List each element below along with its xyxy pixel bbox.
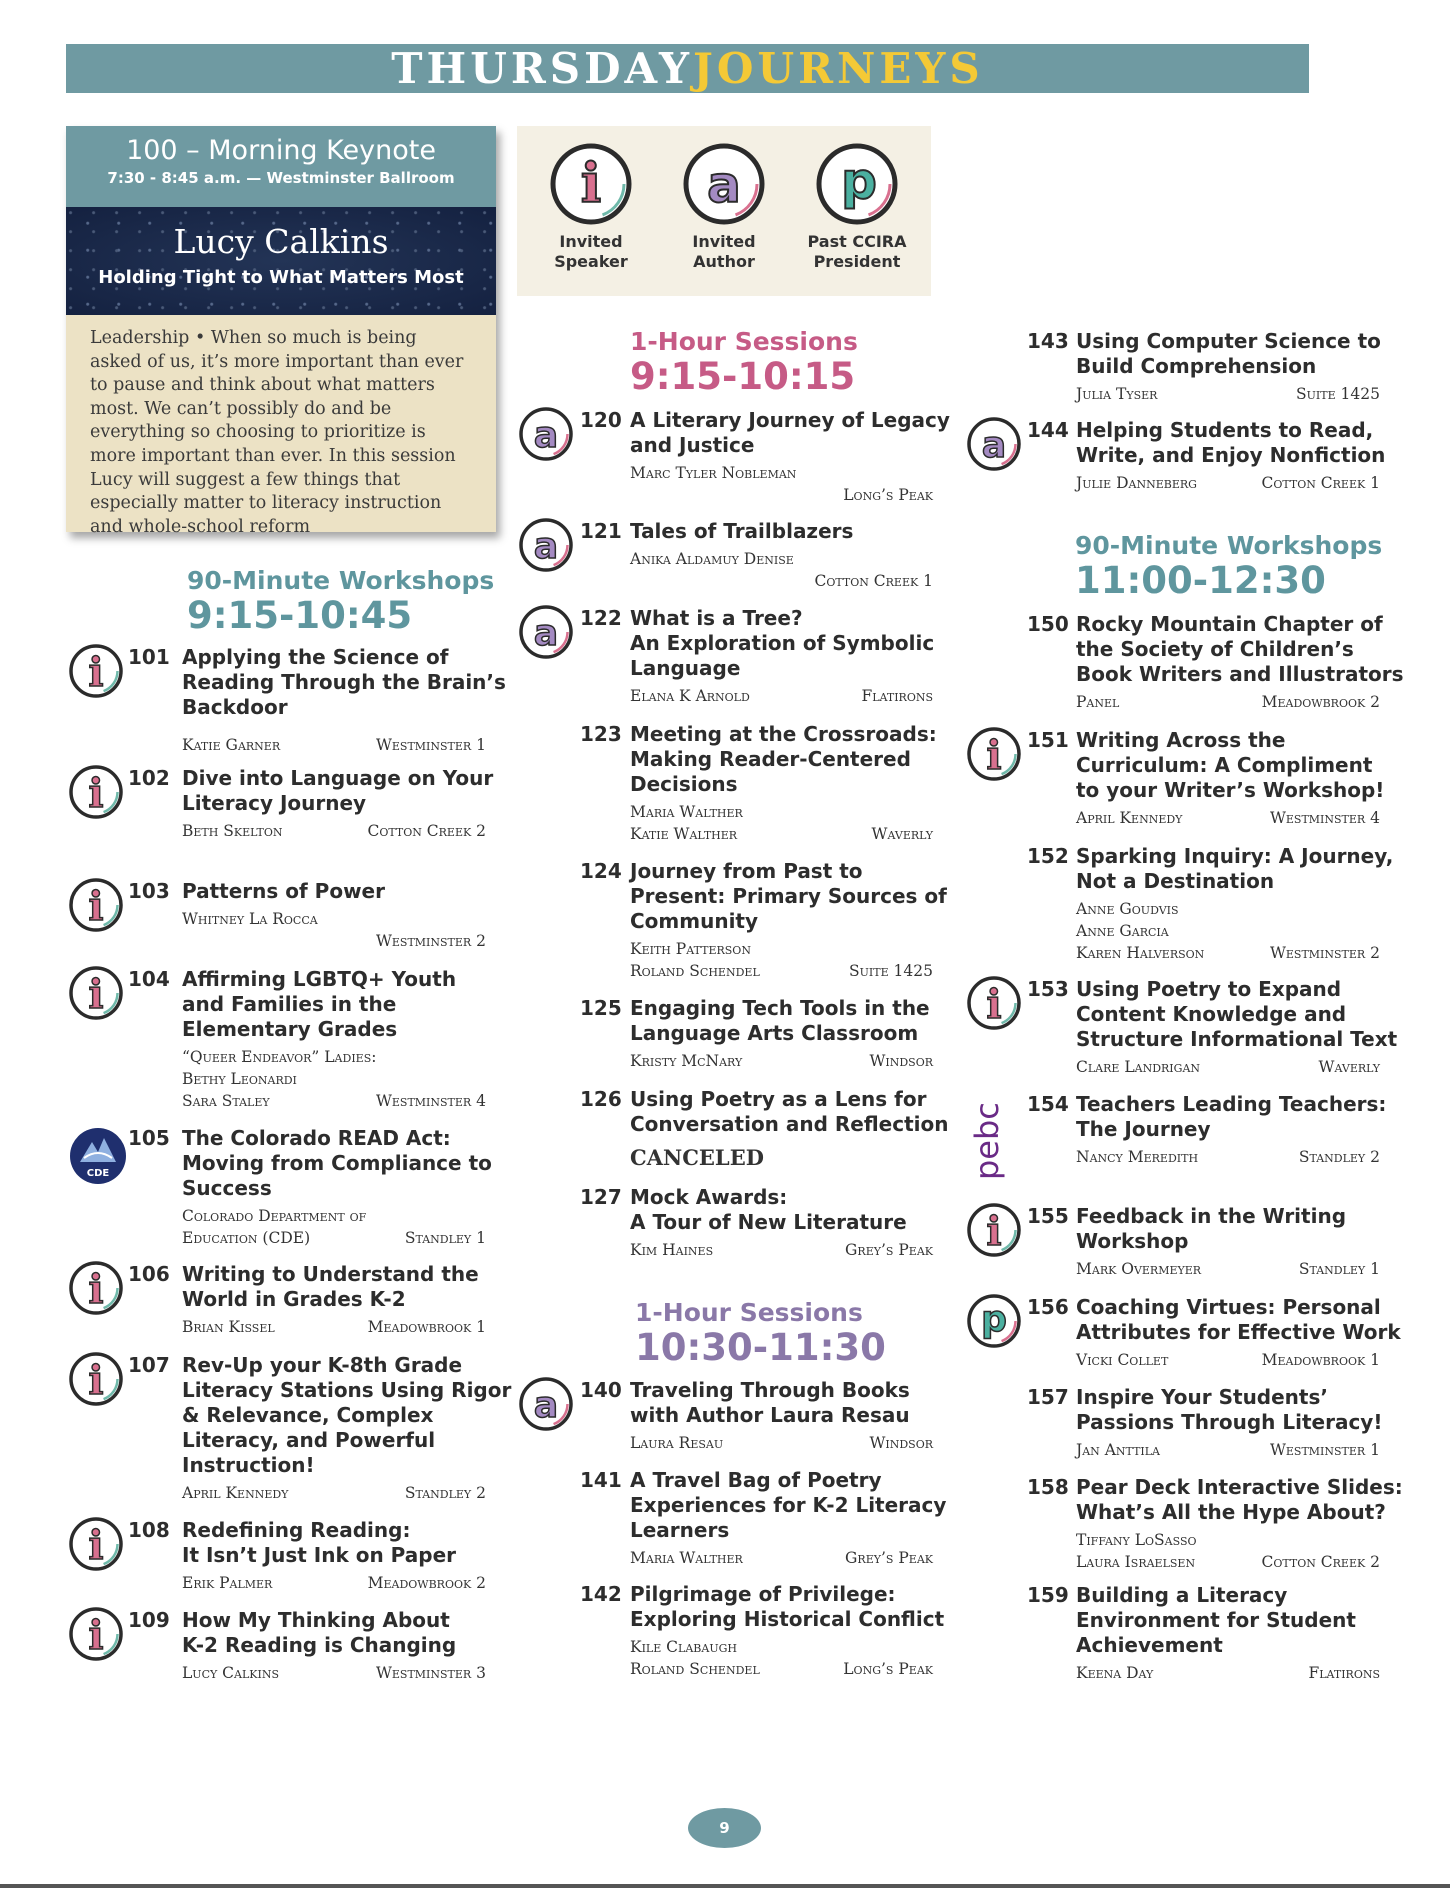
session-badge bbox=[68, 965, 124, 1021]
session-number: 143 bbox=[1027, 329, 1069, 353]
invited-speaker-icon bbox=[68, 1516, 124, 1572]
presenter-name: Roland Schendel bbox=[630, 1660, 760, 1678]
keynote-description: Leadership • When so much is being asked of us, it’s more important than ever to pause and think about what matters most. We can’t possibly do and be everything so choosing to prioritize is more important than ever. In this session Lucy will suggest a few things that especially matter to literacy instruction and whole-school reform bbox=[90, 328, 464, 537]
session-number: 108 bbox=[128, 1518, 170, 1542]
session-number: 106 bbox=[128, 1262, 170, 1286]
presenter-name: April Kennedy bbox=[182, 1484, 289, 1502]
room-name: Standley 1 bbox=[404, 1229, 486, 1247]
session-number: 158 bbox=[1027, 1475, 1069, 1499]
room-name: Suite 1425 bbox=[849, 962, 933, 980]
presenter-name: Roland Schendel bbox=[630, 962, 760, 980]
keynote-box bbox=[66, 126, 496, 537]
room-name: Windsor bbox=[869, 1434, 933, 1452]
session-title-line: Exploring Historical Conflict bbox=[630, 1607, 945, 1631]
session-title-line: Meeting at the Crossroads: bbox=[630, 722, 937, 746]
presenter-name: Colorado Department of bbox=[182, 1207, 367, 1225]
svg-text:i: i bbox=[88, 1612, 104, 1659]
legend-invited-speaker bbox=[531, 142, 651, 272]
past-president-icon bbox=[966, 1293, 1022, 1349]
presenter-name: Bethy Leonardi bbox=[182, 1070, 297, 1088]
session-number: 140 bbox=[580, 1378, 622, 1402]
banner-word-thursday: THURSDAY bbox=[391, 44, 693, 93]
presenter-name: Anika Aldamuy Denise bbox=[630, 550, 794, 568]
pebc-logo bbox=[968, 1102, 1008, 1182]
session-number: 142 bbox=[580, 1582, 622, 1606]
session-title-line: Mock Awards: bbox=[630, 1185, 788, 1209]
session-title-line: Structure Informational Text bbox=[1076, 1027, 1398, 1051]
svg-text:p: p bbox=[841, 152, 877, 210]
session-badge bbox=[966, 1202, 1022, 1258]
room-name: Waverly bbox=[1318, 1058, 1380, 1076]
session-number: 124 bbox=[580, 859, 622, 883]
session-title-line: Using Poetry as a Lens for bbox=[630, 1087, 927, 1111]
section-4-time: 11:00-12:30 bbox=[1075, 559, 1326, 602]
session-badge bbox=[966, 416, 1022, 472]
legend-invited-author bbox=[664, 142, 784, 272]
session-title-line: The Colorado READ Act: bbox=[182, 1126, 451, 1150]
room-name: Meadowbrook 1 bbox=[367, 1318, 486, 1336]
presenter-name: Elana K Arnold bbox=[630, 687, 750, 705]
legend-label-1a: Invited bbox=[559, 232, 623, 251]
page-number: 9 bbox=[688, 1808, 761, 1848]
svg-text:i: i bbox=[88, 971, 104, 1018]
session-title-line: Patterns of Power bbox=[182, 879, 385, 903]
session-number: 141 bbox=[580, 1468, 622, 1492]
banner-word-journeys: JOURNEYS bbox=[692, 44, 984, 93]
room-name: Meadowbrook 1 bbox=[1261, 1351, 1380, 1369]
invited-speaker-icon bbox=[68, 764, 124, 820]
presenter-name: Tiffany LoSasso bbox=[1076, 1531, 1197, 1549]
legend-label-2a: Invited bbox=[692, 232, 756, 251]
session-103[interactable] bbox=[0, 879, 486, 950]
session-title-line: Workshop bbox=[1076, 1229, 1189, 1253]
session-title-line: Success bbox=[182, 1176, 272, 1200]
presenter-name: Whitney La Rocca bbox=[182, 910, 318, 928]
room-name: Cotton Creek 1 bbox=[1261, 474, 1380, 492]
presenter-name: Jan Anttila bbox=[1076, 1441, 1160, 1459]
svg-text:i: i bbox=[88, 1522, 104, 1569]
room-name: Standley 1 bbox=[1298, 1260, 1380, 1278]
presenter-name: Katie Garner bbox=[182, 736, 281, 754]
room-name: Cotton Creek 2 bbox=[1261, 1553, 1380, 1571]
svg-text:i: i bbox=[88, 649, 104, 696]
presenter-name: Maria Walther bbox=[630, 1549, 743, 1567]
session-101[interactable] bbox=[0, 645, 506, 754]
room-name: Long’s Peak bbox=[843, 1660, 933, 1678]
page-banner bbox=[66, 44, 1309, 93]
session-title-line: Sparking Inquiry: A Journey, bbox=[1076, 844, 1394, 868]
session-title-line: Writing to Understand the bbox=[182, 1262, 479, 1286]
presenter-name: Brian Kissel bbox=[182, 1318, 275, 1336]
invited-speaker-icon bbox=[68, 877, 124, 933]
session-title-line: Helping Students to Read, bbox=[1076, 418, 1374, 442]
session-title-line: and Justice bbox=[630, 433, 755, 457]
room-name: Westminster 4 bbox=[375, 1092, 486, 1110]
room-name: Flatirons bbox=[1308, 1664, 1380, 1682]
invited-author-icon bbox=[518, 406, 574, 462]
room-name: Suite 1425 bbox=[1296, 385, 1380, 403]
session-number: 107 bbox=[128, 1353, 170, 1377]
invited-speaker-icon bbox=[549, 142, 633, 226]
icon-legend bbox=[517, 126, 931, 296]
session-109[interactable] bbox=[0, 1608, 486, 1682]
session-title-line: Not a Destination bbox=[1076, 869, 1275, 893]
presenter-name: Beth Skelton bbox=[182, 822, 283, 840]
session-title-line: Book Writers and Illustrators bbox=[1076, 662, 1404, 686]
invited-author-icon bbox=[682, 142, 766, 226]
invited-speaker-icon bbox=[68, 1606, 124, 1662]
session-number: 103 bbox=[128, 879, 170, 903]
session-badge bbox=[68, 1260, 124, 1316]
legend-label-2b: Author bbox=[693, 252, 755, 271]
session-107[interactable] bbox=[0, 1353, 512, 1502]
presenter-name: Julie Danneberg bbox=[1076, 474, 1197, 492]
presenter-name: Sara Staley bbox=[182, 1092, 270, 1110]
section-1-time: 9:15-10:45 bbox=[187, 594, 413, 637]
invited-speaker-icon bbox=[68, 1260, 124, 1316]
session-title-line: Community bbox=[630, 909, 759, 933]
session-title-line: Curriculum: A Compliment bbox=[1076, 753, 1373, 777]
session-106[interactable] bbox=[0, 1262, 486, 1336]
presenter-name: Kristy McNary bbox=[630, 1052, 743, 1070]
presenter-name: April Kennedy bbox=[1076, 809, 1183, 827]
session-title-line: Elementary Grades bbox=[182, 1017, 398, 1041]
session-title-line: to your Writer’s Workshop! bbox=[1076, 778, 1385, 802]
section-header-2 bbox=[630, 327, 858, 397]
session-title-line: Content Knowledge and bbox=[1076, 1002, 1347, 1026]
session-badge bbox=[966, 975, 1022, 1031]
session-title-line: Coaching Virtues: Personal bbox=[1076, 1295, 1381, 1319]
presenter-name: Kile Clabaugh bbox=[630, 1638, 737, 1656]
session-title-line: Applying the Science of bbox=[182, 645, 449, 669]
room-name: Waverly bbox=[871, 825, 933, 843]
session-badge bbox=[966, 726, 1022, 782]
room-name: Cotton Creek 1 bbox=[814, 572, 933, 590]
presenter-name: Panel bbox=[1076, 693, 1120, 711]
session-title-line: Pear Deck Interactive Slides: bbox=[1076, 1475, 1403, 1499]
section-2-label: 1-Hour Sessions bbox=[630, 327, 858, 356]
section-header-4 bbox=[1075, 531, 1382, 601]
keynote-speaker: Lucy Calkins bbox=[173, 222, 389, 261]
session-title-line: Building a Literacy bbox=[1076, 1583, 1288, 1607]
session-badge bbox=[518, 406, 574, 462]
svg-text:i: i bbox=[88, 770, 104, 817]
session-badge bbox=[518, 1376, 574, 1432]
keynote-title: 100 – Morning Keynote bbox=[126, 135, 436, 166]
session-title-line: Experiences for K-2 Literacy bbox=[630, 1493, 947, 1517]
invited-speaker-icon bbox=[68, 643, 124, 699]
presenter-name: Vicki Collet bbox=[1076, 1351, 1169, 1369]
session-title-line: Tales of Trailblazers bbox=[630, 519, 854, 543]
session-number: 101 bbox=[128, 645, 170, 669]
presenter-name: Mark Overmeyer bbox=[1076, 1260, 1202, 1278]
session-title-line: Passions Through Literacy! bbox=[1076, 1410, 1383, 1434]
svg-text:a: a bbox=[533, 1385, 559, 1426]
session-title-line: Instruction! bbox=[182, 1453, 315, 1477]
session-title-line: Teachers Leading Teachers: bbox=[1076, 1092, 1387, 1116]
presenter-name: Katie Walther bbox=[630, 825, 738, 843]
session-title-line: Dive into Language on Your bbox=[182, 766, 494, 790]
session-title-line: Making Reader-Centered bbox=[630, 747, 911, 771]
section-2-time: 9:15-10:15 bbox=[630, 355, 856, 398]
session-number: 102 bbox=[128, 766, 170, 790]
room-name: Cotton Creek 2 bbox=[367, 822, 486, 840]
past-president-icon bbox=[815, 142, 899, 226]
session-title-line: Write, and Enjoy Nonfiction bbox=[1076, 443, 1386, 467]
session-number: 105 bbox=[128, 1126, 170, 1150]
pebc-logo-text: pebc bbox=[968, 1102, 1006, 1180]
session-title-line: with Author Laura Resau bbox=[630, 1403, 910, 1427]
session-title-line: Achievement bbox=[1076, 1633, 1223, 1657]
session-title-line: Inspire Your Students’ bbox=[1076, 1385, 1328, 1409]
session-title-line: What is a Tree? bbox=[630, 606, 803, 630]
room-name: Meadowbrook 2 bbox=[367, 1574, 486, 1592]
invited-author-icon bbox=[518, 517, 574, 573]
presenter-name: Education (CDE) bbox=[182, 1229, 311, 1247]
session-badge bbox=[518, 604, 574, 660]
invited-speaker-icon bbox=[966, 975, 1022, 1031]
session-title-line: Redefining Reading: bbox=[182, 1518, 411, 1542]
svg-text:a: a bbox=[533, 526, 559, 567]
presenter-name: Laura Israelsen bbox=[1076, 1553, 1196, 1571]
session-number: 125 bbox=[580, 996, 622, 1020]
session-title-line: World in Grades K-2 bbox=[182, 1287, 406, 1311]
session-number: 104 bbox=[128, 967, 170, 991]
presenter-name: Julia Tyser bbox=[1076, 385, 1158, 403]
session-title-line: Language bbox=[630, 656, 741, 680]
room-name: Westminster 1 bbox=[375, 736, 486, 754]
session-number: 151 bbox=[1027, 728, 1069, 752]
presenter-name: Karen Halverson bbox=[1076, 944, 1205, 962]
room-name: Westminster 1 bbox=[1269, 1441, 1380, 1459]
session-badge bbox=[966, 1293, 1022, 1349]
svg-text:a: a bbox=[533, 613, 559, 654]
session-title-line: It Isn’t Just Ink on Paper bbox=[182, 1543, 457, 1567]
svg-text:p: p bbox=[981, 1299, 1007, 1340]
session-title-line: Traveling Through Books bbox=[630, 1378, 910, 1402]
session-title-line: Writing Across the bbox=[1076, 728, 1286, 752]
section-3-label: 1-Hour Sessions bbox=[635, 1298, 863, 1327]
session-badge bbox=[68, 643, 124, 699]
invited-speaker-icon bbox=[966, 1202, 1022, 1258]
session-title-line: The Journey bbox=[1076, 1117, 1211, 1141]
presenter-name: Anne Garcia bbox=[1076, 922, 1169, 940]
session-number: 157 bbox=[1027, 1385, 1069, 1409]
session-number: 150 bbox=[1027, 612, 1069, 636]
presenter-name: Keena Day bbox=[1076, 1664, 1154, 1682]
session-title-line: Conversation and Reflection bbox=[630, 1112, 949, 1136]
svg-text:i: i bbox=[986, 981, 1002, 1028]
session-102[interactable] bbox=[0, 766, 494, 840]
section-header-1 bbox=[187, 566, 494, 636]
session-number: 154 bbox=[1027, 1092, 1069, 1116]
session-title-line: An Exploration of Symbolic bbox=[630, 631, 935, 655]
room-name: Standley 2 bbox=[404, 1484, 486, 1502]
svg-text:i: i bbox=[88, 883, 104, 930]
svg-text:i: i bbox=[88, 1357, 104, 1404]
session-title-line: How My Thinking About bbox=[182, 1608, 450, 1632]
session-title-line: Backdoor bbox=[182, 695, 288, 719]
session-title-line: Literacy Stations Using Rigor bbox=[182, 1378, 512, 1402]
room-name: Meadowbrook 2 bbox=[1261, 693, 1380, 711]
session-title-line: and Families in the bbox=[182, 992, 397, 1016]
presenter-name: Erik Palmer bbox=[182, 1574, 273, 1592]
room-name: Westminster 3 bbox=[375, 1664, 486, 1682]
session-120[interactable] bbox=[0, 408, 950, 504]
session-number: 122 bbox=[580, 606, 622, 630]
session-number: 155 bbox=[1027, 1204, 1069, 1228]
session-number: 126 bbox=[580, 1087, 622, 1111]
invited-author-icon bbox=[518, 1376, 574, 1432]
room-name: Windsor bbox=[869, 1052, 933, 1070]
pebc-logo-icon bbox=[968, 1102, 1008, 1182]
presenter-name: Lucy Calkins bbox=[182, 1664, 280, 1682]
presenter-name: Keith Patterson bbox=[630, 940, 751, 958]
invited-speaker-icon bbox=[68, 1351, 124, 1407]
session-title-line: Decisions bbox=[630, 772, 738, 796]
legend-label-1b: Speaker bbox=[554, 252, 628, 271]
svg-text:a: a bbox=[981, 425, 1007, 466]
session-number: 121 bbox=[580, 519, 622, 543]
session-badge bbox=[518, 517, 574, 573]
presenter-name: “Queer Endeavor” Ladies: bbox=[182, 1048, 377, 1066]
session-number: 109 bbox=[128, 1608, 170, 1632]
invited-author-icon bbox=[518, 604, 574, 660]
session-title-line: Present: Primary Sources of bbox=[630, 884, 947, 908]
room-name: Standley 2 bbox=[1298, 1148, 1380, 1166]
invited-author-icon bbox=[966, 416, 1022, 472]
session-title-line: & Relevance, Complex bbox=[182, 1403, 434, 1427]
svg-text:i: i bbox=[580, 151, 602, 215]
presenter-name: Kim Haines bbox=[630, 1241, 714, 1259]
session-108[interactable] bbox=[0, 1518, 486, 1592]
session-104[interactable] bbox=[0, 967, 486, 1110]
legend-label-3b: President bbox=[813, 252, 901, 271]
presenter-name: Clare Landrigan bbox=[1076, 1058, 1201, 1076]
legend-past-president bbox=[797, 142, 917, 272]
svg-text:a: a bbox=[707, 156, 741, 214]
session-title-line: Reading Through the Brain’s bbox=[182, 670, 506, 694]
session-number: 127 bbox=[580, 1185, 622, 1209]
room-name: Flatirons bbox=[861, 687, 933, 705]
presenter-name: Laura Resau bbox=[630, 1434, 724, 1452]
keynote-time-location: 7:30 - 8:45 a.m. — Westminster Ballroom bbox=[107, 169, 455, 187]
session-title-line: Pilgrimage of Privilege: bbox=[630, 1582, 896, 1606]
session-number: 153 bbox=[1027, 977, 1069, 1001]
session-title-line: the Society of Children’s bbox=[1076, 637, 1354, 661]
session-title-line: What’s All the Hype About? bbox=[1076, 1500, 1386, 1524]
svg-text:i: i bbox=[986, 1208, 1002, 1255]
session-number: 120 bbox=[580, 408, 622, 432]
session-number: 156 bbox=[1027, 1295, 1069, 1319]
presenter-name: Anne Goudvis bbox=[1076, 900, 1179, 918]
room-name: Grey’s Peak bbox=[845, 1549, 933, 1567]
session-title-line: Affirming LGBTQ+ Youth bbox=[182, 967, 457, 991]
room-name: Long’s Peak bbox=[843, 486, 933, 504]
presenter-name: Nancy Meredith bbox=[1076, 1148, 1199, 1166]
svg-text:i: i bbox=[986, 732, 1002, 779]
room-name: Westminster 2 bbox=[375, 932, 486, 950]
keynote-tagline: Holding Tight to What Matters Most bbox=[98, 267, 464, 288]
presenter-name: Marc Tyler Nobleman bbox=[630, 464, 797, 482]
session-title-line: Language Arts Classroom bbox=[630, 1021, 919, 1045]
session-title-line: A Literary Journey of Legacy bbox=[630, 408, 950, 432]
presenter-name: Maria Walther bbox=[630, 803, 743, 821]
room-name: Westminster 2 bbox=[1269, 944, 1380, 962]
session-badge bbox=[68, 764, 124, 820]
session-badge bbox=[68, 1516, 124, 1572]
session-badge bbox=[68, 1606, 124, 1662]
bottom-rule bbox=[0, 1884, 1450, 1888]
session-title-line: Engaging Tech Tools in the bbox=[630, 996, 930, 1020]
session-number: 152 bbox=[1027, 844, 1069, 868]
session-title-line: K-2 Reading is Changing bbox=[182, 1633, 457, 1657]
section-header-3 bbox=[635, 1298, 886, 1368]
legend-label-3a: Past CCIRA bbox=[807, 232, 907, 251]
room-name: Grey’s Peak bbox=[845, 1241, 933, 1259]
session-title-line: Journey from Past to bbox=[630, 859, 863, 883]
session-title-line: Literacy Journey bbox=[182, 791, 367, 815]
invited-speaker-icon bbox=[68, 965, 124, 1021]
cde-logo-icon bbox=[70, 1128, 126, 1184]
invited-speaker-icon bbox=[966, 726, 1022, 782]
section-1-label: 90-Minute Workshops bbox=[187, 566, 495, 595]
session-title-line: A Travel Bag of Poetry bbox=[630, 1468, 882, 1492]
session-title-line: Using Computer Science to bbox=[1076, 329, 1381, 353]
keynote-header bbox=[66, 126, 496, 207]
cde-logo-text: CDE bbox=[86, 1168, 110, 1179]
session-105[interactable] bbox=[0, 1126, 492, 1247]
session-badge bbox=[68, 1351, 124, 1407]
session-title-line: Literacy, and Powerful bbox=[182, 1428, 436, 1452]
session-title-line: Environment for Student bbox=[1076, 1608, 1356, 1632]
session-number: 144 bbox=[1027, 418, 1069, 442]
room-name: Westminster 4 bbox=[1269, 809, 1380, 827]
section-3-time: 10:30-11:30 bbox=[635, 1326, 886, 1369]
section-4-label: 90-Minute Workshops bbox=[1075, 531, 1383, 560]
session-title-line: Using Poetry to Expand bbox=[1076, 977, 1342, 1001]
session-title-line: A Tour of New Literature bbox=[630, 1210, 907, 1234]
session-title-line: Attributes for Effective Work bbox=[1076, 1320, 1401, 1344]
session-number: 123 bbox=[580, 722, 622, 746]
session-title-line: Moving from Compliance to bbox=[182, 1151, 492, 1175]
session-badge bbox=[68, 877, 124, 933]
session-title-line: Feedback in the Writing bbox=[1076, 1204, 1347, 1228]
session-title-line: Learners bbox=[630, 1518, 730, 1542]
canceled-label: CANCELED bbox=[630, 1145, 764, 1170]
session-title-line: Rev-Up your K-8th Grade bbox=[182, 1353, 463, 1377]
keynote-speaker-band bbox=[66, 207, 496, 315]
session-title-line: Rocky Mountain Chapter of bbox=[1076, 612, 1383, 636]
svg-text:a: a bbox=[533, 415, 559, 456]
svg-text:i: i bbox=[88, 1266, 104, 1313]
cde-logo bbox=[70, 1128, 126, 1184]
session-title-line: Build Comprehension bbox=[1076, 354, 1317, 378]
session-number: 159 bbox=[1027, 1583, 1069, 1607]
